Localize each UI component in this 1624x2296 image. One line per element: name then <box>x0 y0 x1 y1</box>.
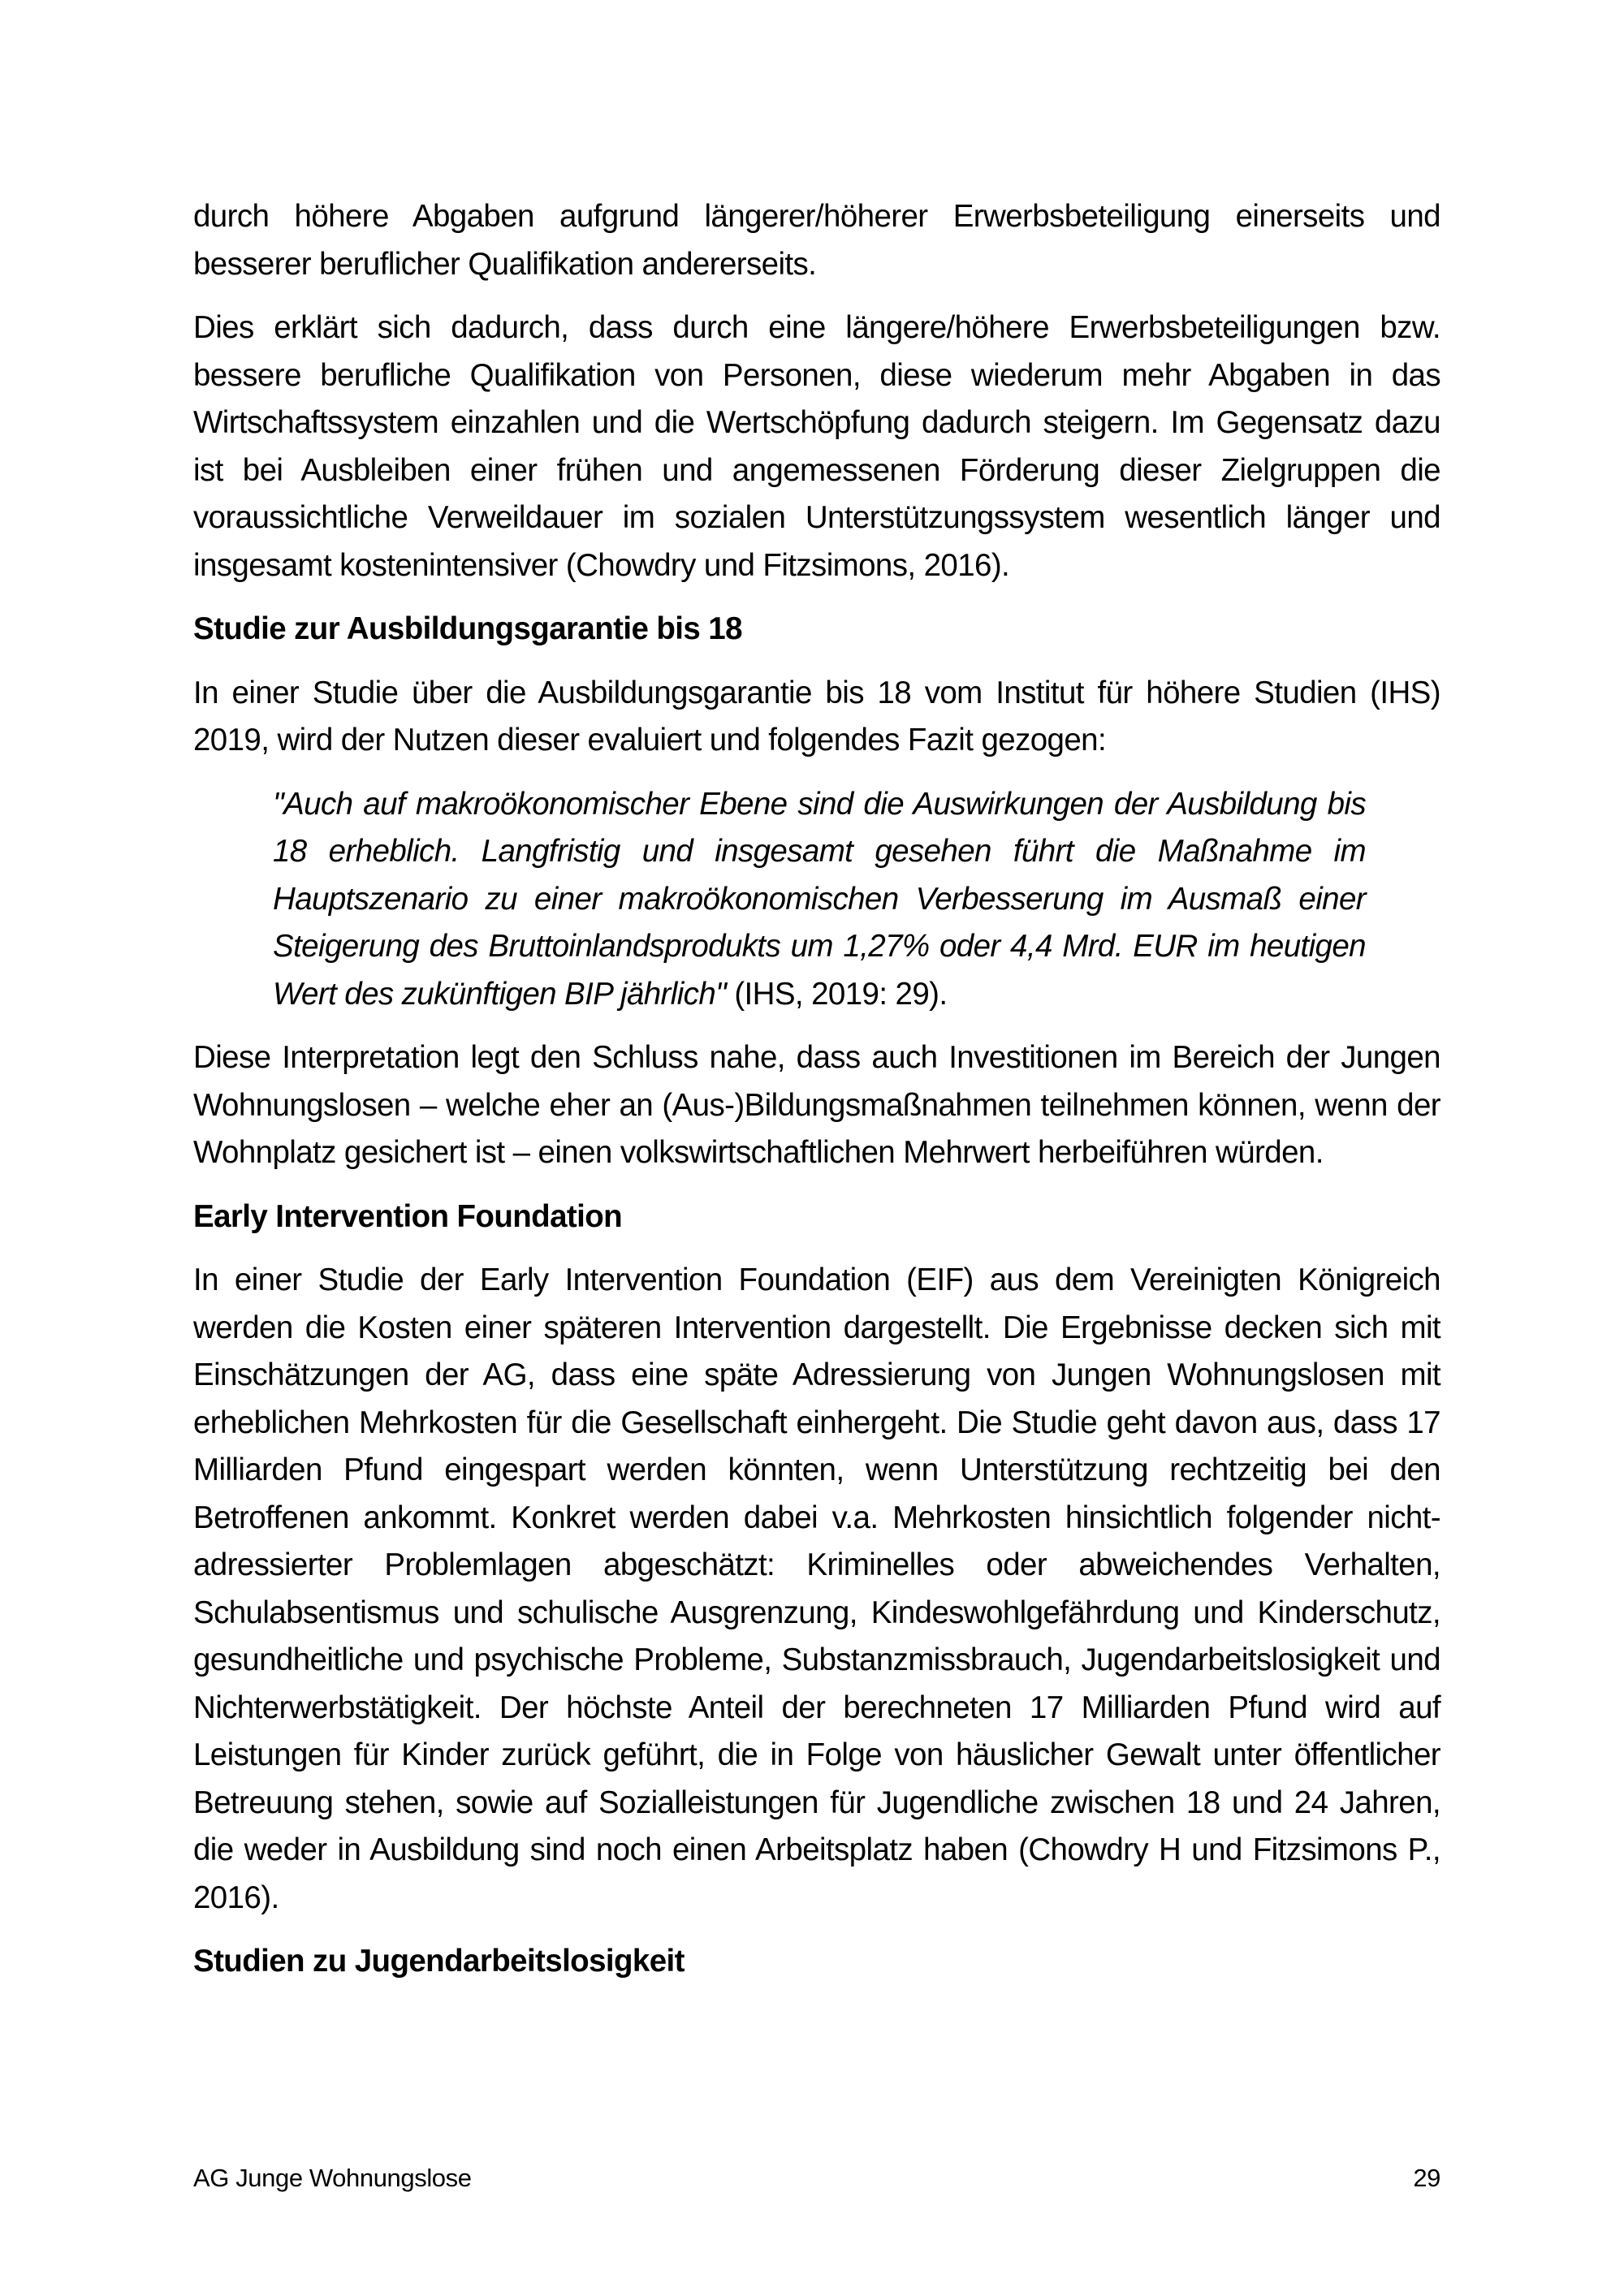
paragraph-ihs-study: In einer Studie über die Ausbildungsgarantie bis 18 vom Institut für höhere Studien (IHS) 2019, wird der Nutzen dieser evaluiert und folgendes Fazit gezogen: <box>193 675 1440 757</box>
page-footer <box>193 2162 1440 2195</box>
quote-citation: (IHS, 2019: 29). <box>726 976 948 1012</box>
heading-ausbildungsgarantie: Studie zur Ausbildungsgarantie bis 18 <box>193 611 742 646</box>
paragraph-interpretation: Diese Interpretation legt den Schluss nahe, dass auch Investitionen im Bereich der Jungen Wohnungslosen – welche eher an (Aus-)Bildungsmaßnahmen teilnehmen können, wenn der Wohnplatz gesichert ist – einen volkswirtschaftlichen Mehrwert herbeiführen würden. <box>193 1040 1440 1170</box>
paragraph-explanation: Dies erklärt sich dadurch, dass durch eine längere/höhere Erwerbsbeteiligungen bzw. bessere berufliche Qualifikation von Personen, diese wiederum mehr Abgaben in das Wirtschaftssystem einzahlen und die Wertschöpfung dadurch steigern. Im Gegensatz dazu ist bei Ausbleiben einer frühen und angemessenen Förderung dieser Zielgruppen die voraussichtliche Verweildauer im sozialen Unterstützungssystem wesentlich länger und insgesamt kostenintensiver (Chowdry und Fitzsimons, 2016). <box>193 310 1440 583</box>
heading-early-intervention: Early Intervention Foundation <box>193 1198 623 1234</box>
blockquote-ihs <box>273 781 1366 1019</box>
page-body <box>193 193 1440 2002</box>
quote-text: "Auch auf makroökonomischer Ebene sind die Auswirkungen der Ausbildung bis 18 erheblich. Langfristig und insgesamt gesehen führt die Maßnahme im Hauptszenario zu einer makroökonomischen Verbesserung im Ausmaß einer Steigerung des Bruttoinlandsprodukts um 1,27% oder 4,4 Mrd. EUR im heutigen Wert des zukünftigen BIP jährlich" <box>273 786 1366 1012</box>
heading-jugendarbeitslosigkeit: Studien zu Jugendarbeitslosigkeit <box>193 1944 685 1979</box>
paragraph-continuation: durch höhere Abgaben aufgrund längerer/höherer Erwerbsbeteiligung einerseits und besserer beruflicher Qualifikation andererseits. <box>193 199 1440 282</box>
footer-title: AG Junge Wohnungslose <box>193 2164 472 2192</box>
page-number: 29 <box>1413 2164 1440 2192</box>
paragraph-eif-study: In einer Studie der Early Intervention Foundation (EIF) aus dem Vereinigten Königreich werden die Kosten einer späteren Intervention dargestellt. Die Ergebnisse decken sich mit Einschätzungen der AG, dass eine späte Adressierung von Jungen Wohnungslosen mit erheblichen Mehrkosten für die Gesellschaft einhergeht. Die Studie geht davon aus, dass 17 Milliarden Pfund eingespart werden könnten, wenn Unterstützung rechtzeitig bei den Betroffenen ankommt. Konkret werden dabei v.a. Mehrkosten hinsichtlich folgender nicht-adressierter Problemlagen abgeschätzt: Kriminelles oder abweichendes Verhalten, Schulabsentismus und schulische Ausgrenzung, Kindeswohlgefährdung und Kinderschutz, gesundheitliche und psychische Probleme, Substanzmissbrauch, Jugendarbeitslosigkeit und Nichterwerbstätigkeit. Der höchste Anteil der berechneten 17 Milliarden Pfund wird auf Leistungen für Kinder zurück geführt, die in Folge von häuslicher Gewalt unter öffentlicher Betreuung stehen, sowie auf Sozialleistungen für Jugendliche zwischen 18 und 24 Jahren, die weder in Ausbildung sind noch einen Arbeitsplatz haben (Chowdry H und Fitzsimons P., 2016). <box>193 1262 1440 1915</box>
